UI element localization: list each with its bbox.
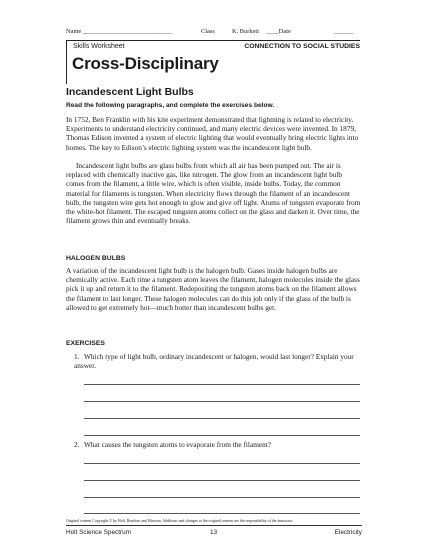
halogen-heading: HALOGEN BULBS <box>66 255 126 262</box>
answer-line[interactable] <box>84 384 360 385</box>
question-2 <box>74 440 364 449</box>
publisher-label: Holt Science Spectrum <box>66 529 131 536</box>
answer-line[interactable] <box>84 418 360 419</box>
paragraph-intro: In 1752, Ben Franklin with his kite experiment demonstrated that lightning is related to electricity. Experiments to understand electricity continued, and many electric devices were invented. In 1879, Thomas Edison invented a system of electric lighting that would eventually bring electric lights into homes. The key to Edison’s electric lighting system was the incandescent light bulb. <box>66 115 359 152</box>
footer-divider <box>66 525 362 526</box>
question-1 <box>74 352 364 370</box>
date-label: ____Date <box>266 28 291 35</box>
class-label: Class <box>201 28 215 35</box>
question-1-number: 1. <box>74 352 80 361</box>
instructions: Read the following paragraphs, and complete the exercises below. <box>66 102 275 109</box>
student-info-line <box>66 28 366 40</box>
connection-label: CONNECTION TO SOCIAL STUDIES <box>244 43 360 50</box>
teacher-label: K. Burkett <box>232 28 259 35</box>
paragraph-incandescent <box>66 161 362 225</box>
exercises-heading: EXERCISES <box>66 340 105 347</box>
answer-line[interactable] <box>84 463 360 464</box>
name-label: Name ____________________________ <box>66 28 173 35</box>
worksheet-header <box>66 40 360 84</box>
paragraph-halogen: A variation of the incandescent light bulb is the halogen bulb. Gases inside halogen bulbs are chemically active. Each time a tungsten atom leaves the filament, halogen molecules inside the glass pick it up and return it to the filament. Redepositing the tungsten atoms back on the filament allows the filament to last longer. These halogen molecules can do this job only if the glass of the bulb is allowed to get extremely hot—much hotter than incandescent bulbs get. <box>66 266 360 312</box>
answer-line[interactable] <box>84 480 360 481</box>
question-1-text: Which type of light bulb, ordinary incandescent or halogen, would last longer? Explain your answer. <box>74 352 354 371</box>
answer-line[interactable] <box>84 497 360 498</box>
answer-line[interactable] <box>84 513 360 514</box>
date-blank: ______ <box>334 28 354 35</box>
answer-line[interactable] <box>84 401 360 402</box>
worksheet-title: Cross-Disciplinary <box>72 54 219 73</box>
answer-line[interactable] <box>84 435 360 436</box>
worksheet-type-label: Skills Worksheet <box>73 43 125 50</box>
paragraph-incandescent-text: Incandescent light bulbs are glass bulbs from which all air has been pumped out. The air is replaced with chemically inactive gas, like nitrogen. The glow from an incandescent light bulb comes from the filament, a little wire, which is often visible, inside bulbs. Today, the common material for filaments is tungsten. When electricity flows through the filament of an incandescent bulb, the tungsten wire gets hot enough to glow and give off light. Atoms of tungsten evaporate from the white-hot filament. The escaped tungsten atoms collect on the glass and darken it. Over time, the filament grows thin and eventually breaks. <box>66 161 361 226</box>
copyright-notice: Original content Copyright © by Holt, Rinehart and Winston. Additions and changes to the original content are the responsibility of the instructor. <box>66 519 294 523</box>
question-2-number: 2. <box>74 440 80 449</box>
subject-label: Electricity <box>334 529 362 536</box>
section-title: Incandescent Light Bulbs <box>66 86 194 98</box>
question-2-text: What causes the tungsten atoms to evaporate from the filament? <box>84 440 272 449</box>
page-number: 13 <box>210 529 218 536</box>
